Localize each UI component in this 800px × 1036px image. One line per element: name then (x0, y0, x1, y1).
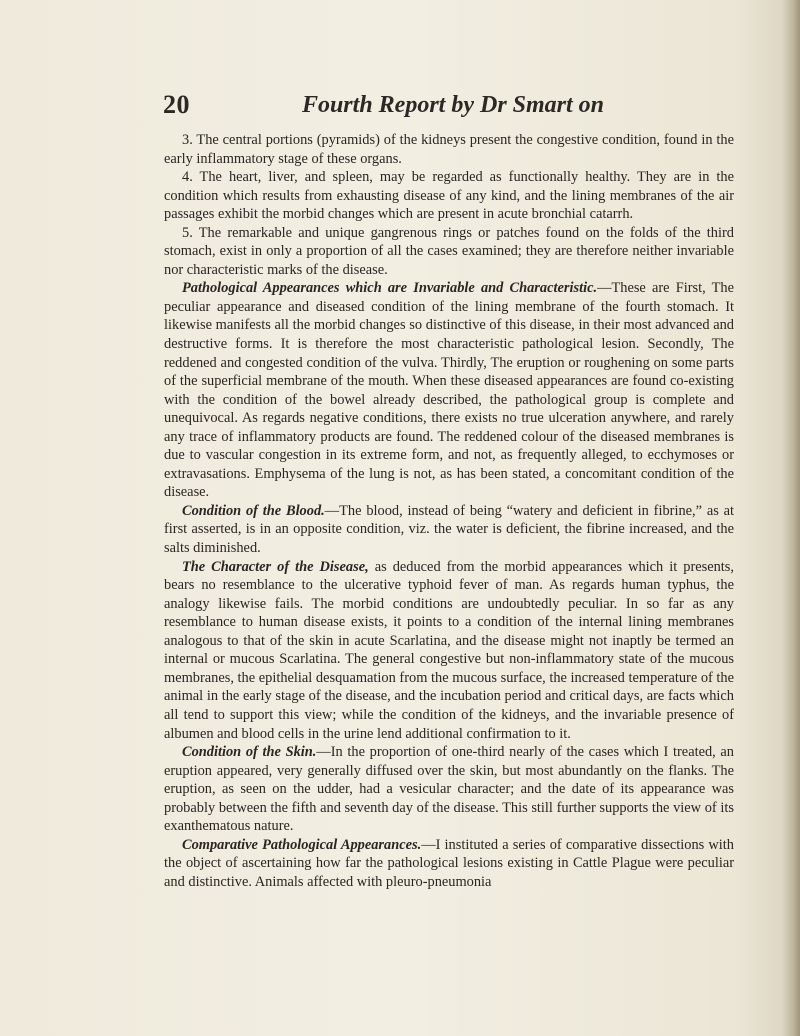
paragraph-text: 5. The remarkable and unique gangrenous rings or patches found on the folds of the third stomach, exist in only a proportion of all the cases examined; they are therefore neither invariable nor characteristic marks of the disease. (164, 224, 734, 278)
paragraph-text: —The blood, instead of being “watery and deficient in fibrine,” as at first asserted, is in an opposite condition, viz. the water is deficient, the fibrine increased, and the salts diminished. (164, 502, 734, 557)
page-header (163, 90, 733, 124)
paragraph-gangrenous-rings (164, 224, 734, 280)
page-number: 20 (163, 90, 190, 119)
page-edge-shadow (782, 0, 800, 1036)
paragraph-text: as deduced from the morbid appearances which it presents, bears no resemblance to the ulcerative typhoid fever of man. As regards human typhus, the analogy likewise fails. The morbid conditions are undoubtedly peculiar. In so far as any resemblance to human disease exists, it points to a condition of the internal lining membranes analogous to that of the skin in acute Scarlatina, and the disease might not inaptly be termed an internal or mucous Scarlatina. The general congestive but non-inflammatory state of the mucous membranes, the epithelial desquamation from the mucous surface, the increased temperature of the animal in the early stage of the disease, and the incubation period and critical days, are facts which all tend to support this view; while the condition of the kidneys, and the invariable presence of albumen and blood cells in the urine lend additional confirmation to it. (164, 558, 735, 742)
paragraph-text: 4. The heart, liver, and spleen, may be regarded as functionally healthy. They are in the condition which results from exhausting disease of any kind, and the lining membranes of the air passages exhibit the morbid changes which are present in acute bronchial catarrh. (164, 169, 734, 223)
running-title: Fourth Report by Dr Smart on (301, 92, 605, 118)
paragraph-text: —In the proportion of one-third nearly of the cases which I treated, an eruption appeared, very generally diffused over the skin, but most abundantly on the flanks. The eruption, as seen on the udder, had a vesicular character; and the date of its appearance was probably between the fifth and seventh day of the disease. This still further supports the view of its exanthematous nature. (164, 744, 735, 835)
paragraph-lead: The Character of the Disease, (182, 558, 369, 575)
paragraph-text: 3. The central portions (pyramids) of the kidneys present the congestive condition, found in the early inflammatory stage of these organs. (164, 132, 734, 167)
paragraph-condition-of-skin (164, 743, 734, 836)
paragraph-text: —I instituted a series of comparative dissections with the object of ascertaining how far the pathological lesions existing in Cattle Plague were peculiar and distinctive. Animals affected with pleuro-pneumonia (164, 836, 734, 890)
paragraph-comparative-appearances (164, 836, 734, 892)
paragraph-lead: Condition of the Skin. (182, 744, 317, 761)
paragraph-kidneys (164, 131, 734, 168)
paragraph-lead: Pathological Appearances which are Invariable and Characteristic. (182, 280, 598, 297)
paragraph-character-of-disease (164, 558, 734, 743)
paragraph-lead: Comparative Pathological Appearances. (182, 836, 422, 853)
paragraph-text: —These are First, The peculiar appearance and diseased condition of the lining membrane of the fourth stomach. It likewise manifests all the morbid changes so distinctive of this disease, in their most advanced and destructive forms. It is therefore the most characteristic pathological lesion. Secondly, The reddened and congested condition of the vulva. Thirdly, The eruption or roughening on some parts of the superficial membrane of the mouth. When these diseased appearances are found co-existing with the condition of the bowel already described, the pathological group is complete and unequivocal. As regards negative conditions, there exists no true ulceration anywhere, and rarely any trace of inflammatory products are found. The reddened colour of the diseased membranes is due to vascular congestion in its extreme form, and not, as frequently alleged, to ecchymoses or extravasations. Emphysema of the lung is not, as has been stated, a concomitant condition of the disease. (164, 280, 734, 501)
paragraph-pathological-appearances (164, 279, 734, 502)
body-text (164, 131, 734, 891)
paragraph-lead: Condition of the Blood. (182, 502, 325, 519)
paragraph-heart-liver-spleen (164, 168, 734, 224)
paragraph-condition-of-blood (164, 502, 734, 558)
